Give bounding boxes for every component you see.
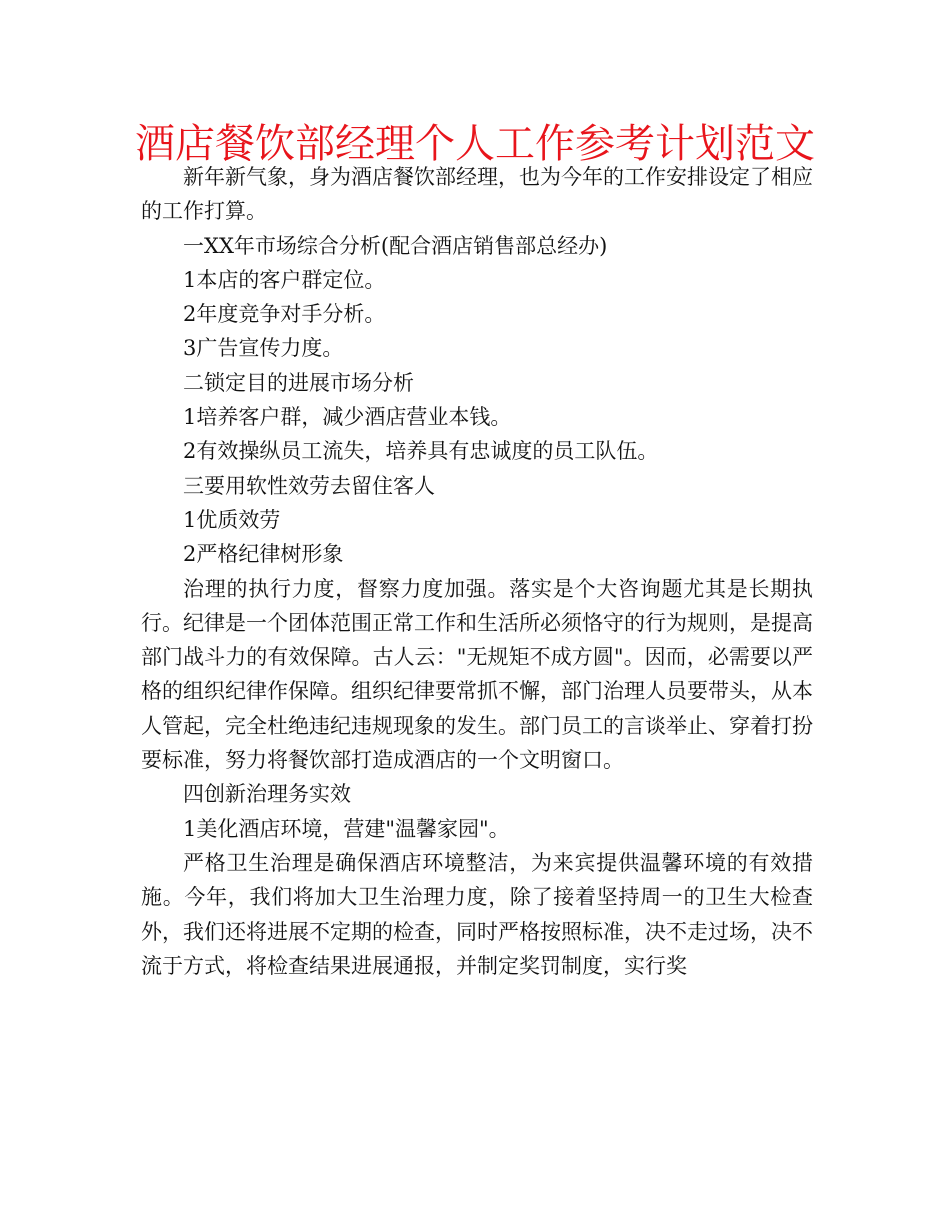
list-item: 1美化酒店环境，营建"温馨家园"。 <box>183 816 510 841</box>
paragraph-hygiene: 严格卫生治理是确保酒店环境整洁，为来宾提供温馨环境的有效措施。今年，我们将加大卫生治理力度，除了接着坚持周一的卫生大检查外，我们还将进展不定期的检查，同时严格按照标准，决不走过场，决不流于方式，将检查结果进展通报，并制定奖罚制度，实行奖 <box>141 850 813 978</box>
section-heading-4: 四创新治理务实效 <box>183 782 351 807</box>
list-item: 3广告宣传力度。 <box>183 336 344 361</box>
document-title: 酒店餐饮部经理个人工作参考计划范文 <box>135 121 815 167</box>
list-item: 1本店的客户群定位。 <box>183 267 386 292</box>
section-heading-2: 二锁定目的进展市场分析 <box>183 370 414 395</box>
section-heading-3: 三要用软性效劳去留住客人 <box>183 473 435 498</box>
list-item: 2严格纪律树形象 <box>183 542 344 567</box>
paragraph-intro: 新年新气象，身为酒店餐饮部经理，也为今年的工作安排设定了相应的工作打算。 <box>141 165 813 224</box>
list-item: 1优质效劳 <box>183 507 281 532</box>
list-item: 1培养客户群，减少酒店营业本钱。 <box>183 405 512 430</box>
list-item: 2有效操纵员工流失，培养具有忠诚度的员工队伍。 <box>183 439 659 464</box>
list-item: 2年度竞争对手分析。 <box>183 302 386 327</box>
document-body <box>141 160 813 983</box>
paragraph-discipline: 治理的执行力度，督察力度加强。落实是个大咨询题尤其是长期执行。纪律是一个团体范围正常工作和生活所必须恪守的行为规则，是提高部门战斗力的有效保障。古人云："无规矩不成方圆"。因而，必需要以严格的组织纪律作保障。组织纪律要常抓不懈，部门治理人员要带头，从本人管起，完全杜绝违纪违规现象的发生。部门员工的言谈举止、穿着打扮要标准，努力将餐饮部打造成酒店的一个文明窗口。 <box>141 576 813 773</box>
section-heading-1: 一XX年市场综合分析(配合酒店销售部总经办) <box>183 233 608 258</box>
